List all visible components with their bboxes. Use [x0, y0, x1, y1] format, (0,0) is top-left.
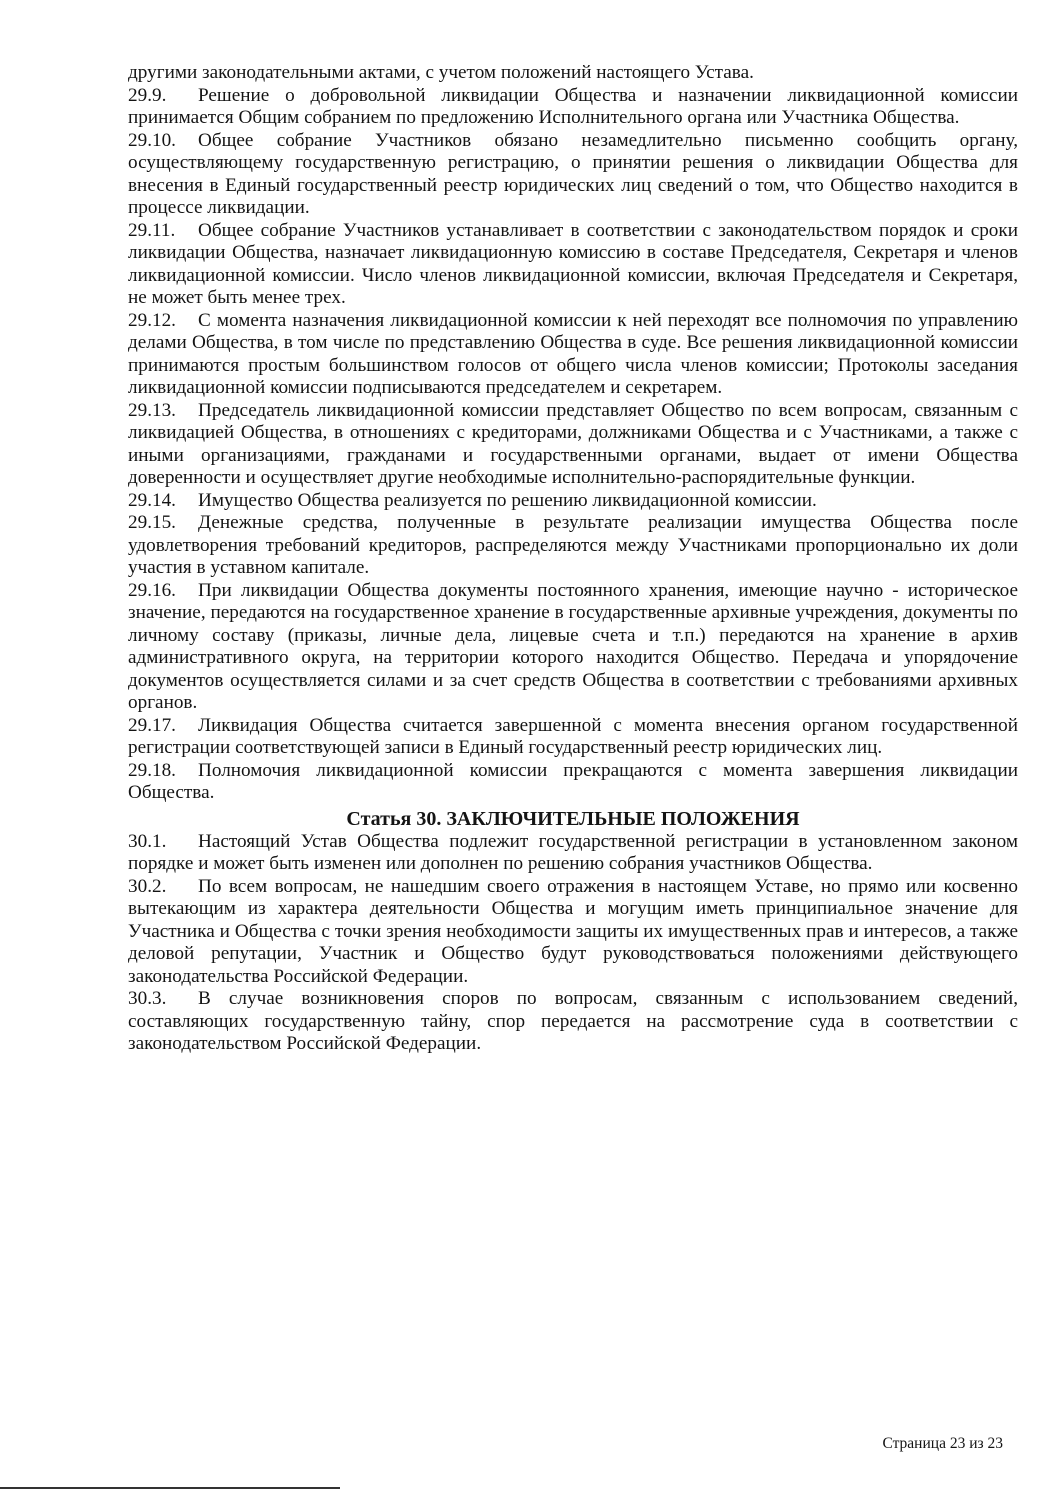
- paragraph-number: 30.1.: [128, 830, 167, 852]
- paragraph-number: 29.18.: [128, 759, 176, 781]
- article-heading: Статья 30. ЗАКЛЮЧИТЕЛЬНЫЕ ПОЛОЖЕНИЯ: [346, 807, 800, 830]
- paragraph-text: По всем вопросам, не нашедшим своего отражения в настоящем Уставе, но прямо или косвенно вытекающим из характера деятельности Общества и могущим иметь принципиальное значение для Участника и Общества с точки зрения необходимости защиты их имущественных прав и интересов, а также деловой репутации, Участник и Общество будут руководствоваться положениями действующего законодательства Российской Федерации.: [128, 875, 1018, 987]
- paragraph-text: С момента назначения ликвидационной комиссии к ней переходят все полномочия по управлению делами Общества, в том числе по представлению Общества в суде. Все решения ликвидационной комиссии принимаются простым большинством голосов от общего числа членов комиссии; Протоколы заседания ликвидационной комиссии подписываются председателем и секретарем.: [128, 309, 1018, 398]
- paragraph-29-17: [128, 715, 1018, 760]
- paragraph-29-12: [128, 310, 1018, 400]
- paragraph-text: Полномочия ликвидационной комиссии прекращаются с момента завершения ликвидации Общества.: [128, 759, 1018, 803]
- paragraph-number: 29.12.: [128, 309, 176, 331]
- paragraph-29-14: [128, 490, 1018, 513]
- paragraph-text: Ликвидация Общества считается завершенной с момента внесения органом государственной регистрации соответствующей записи в Единый государственный реестр юридических лиц.: [128, 714, 1018, 758]
- paragraphs-before: [128, 85, 1018, 805]
- paragraph-number: 30.3.: [128, 988, 167, 1009]
- paragraph-29-18: [128, 760, 1018, 805]
- paragraph-30-2: [128, 876, 1018, 989]
- paragraph-29-13: [128, 400, 1018, 490]
- paragraph-text: Решение о добровольной ликвидации Общества и назначении ликвидационной комиссии принимается Общим собранием по предложению Исполнительного органа или Участника Общества.: [128, 84, 1018, 128]
- paragraph-number: 29.16.: [128, 579, 176, 601]
- paragraph-number: 29.10.: [128, 129, 176, 151]
- page-number-footer: Страница 23 из 23: [882, 1435, 1003, 1452]
- paragraph-text: Председатель ликвидационной комиссии представляет Общество по всем вопросам, связанным с ликвидацией Общества, в отношениях с кредиторами, должниками Общества и с Участниками, а также с иными организациями, гражданами и государственными органами, выдает от имени Общества доверенности и осуществляет другие необходимые исполнительно-распорядительные функции.: [128, 399, 1018, 488]
- paragraph-29-9: [128, 85, 1018, 130]
- paragraph-29-15: [128, 512, 1018, 580]
- paragraph-number: 29.17.: [128, 714, 176, 736]
- paragraph-29-10: [128, 130, 1018, 220]
- paragraph-30-3: [128, 988, 1018, 1056]
- paragraph-text: В случае возникновения споров по вопросам, связанным с использованием сведений, составляющих государственную тайну, спор передается на рассмотрение суда в соответствии с законодательством Российской Федерации.: [128, 988, 1018, 1054]
- paragraph-number: 30.2.: [128, 875, 167, 897]
- document-page: [128, 62, 1018, 1056]
- paragraph-text: Денежные средства, полученные в результате реализации имущества Общества после удовлетворения требований кредиторов, распределяются между Участниками пропорционально их доли участия в уставном капитале.: [128, 512, 1018, 578]
- paragraph-text: Имущество Общества реализуется по решению ликвидационной комиссии.: [198, 489, 817, 511]
- paragraph-number: 29.11.: [128, 219, 176, 241]
- paragraph-text: Общее собрание Участников обязано незамедлительно письменно сообщить органу, осуществляющему государственную регистрацию, о принятии решения о ликвидации Общества для внесения в Единый государственный реестр юридических лиц сведений о том, что Общество находится в процессе ликвидации.: [128, 129, 1018, 218]
- paragraph-text: Общее собрание Участников устанавливает в соответствии с законодательством порядок и сроки ликвидации Общества, назначает ликвидационную комиссию в составе Председателя, Секретаря и членов ликвидационной комиссии. Число членов ликвидационной комиссии, включая Председателя и Секретаря, не может быть менее трех.: [128, 219, 1018, 308]
- paragraph-29-16: [128, 580, 1018, 715]
- paragraphs-after: [128, 831, 1018, 1056]
- paragraph-text: Настоящий Устав Общества подлежит государственной регистрации в установленном законом порядке и может быть изменен или дополнен по решению собрания участников Общества.: [128, 830, 1018, 874]
- paragraph-text: При ликвидации Общества документы постоянного хранения, имеющие научно - историческое значение, передаются на государственное хранение в государственные архивные учреждения, документы по личному составу (приказы, личные дела, лицевые счета и т.п.) передаются на хранение в архив административного округа, на территории которого находится Общество. Передача и упорядочение документов осуществляется силами и за счет средств Общества в соответствии с требованиями архивных органов.: [128, 579, 1018, 713]
- paragraph-number: 29.9.: [128, 84, 167, 106]
- scan-edge-line: [0, 1487, 340, 1489]
- paragraph-number: 29.15.: [128, 512, 176, 533]
- paragraph-number: 29.13.: [128, 399, 176, 421]
- paragraph-30-1: [128, 831, 1018, 876]
- paragraph-29-11: [128, 220, 1018, 310]
- paragraph-number: 29.14.: [128, 489, 176, 511]
- lead-text: другими законодательными актами, с учетом положений настоящего Устава.: [128, 62, 754, 83]
